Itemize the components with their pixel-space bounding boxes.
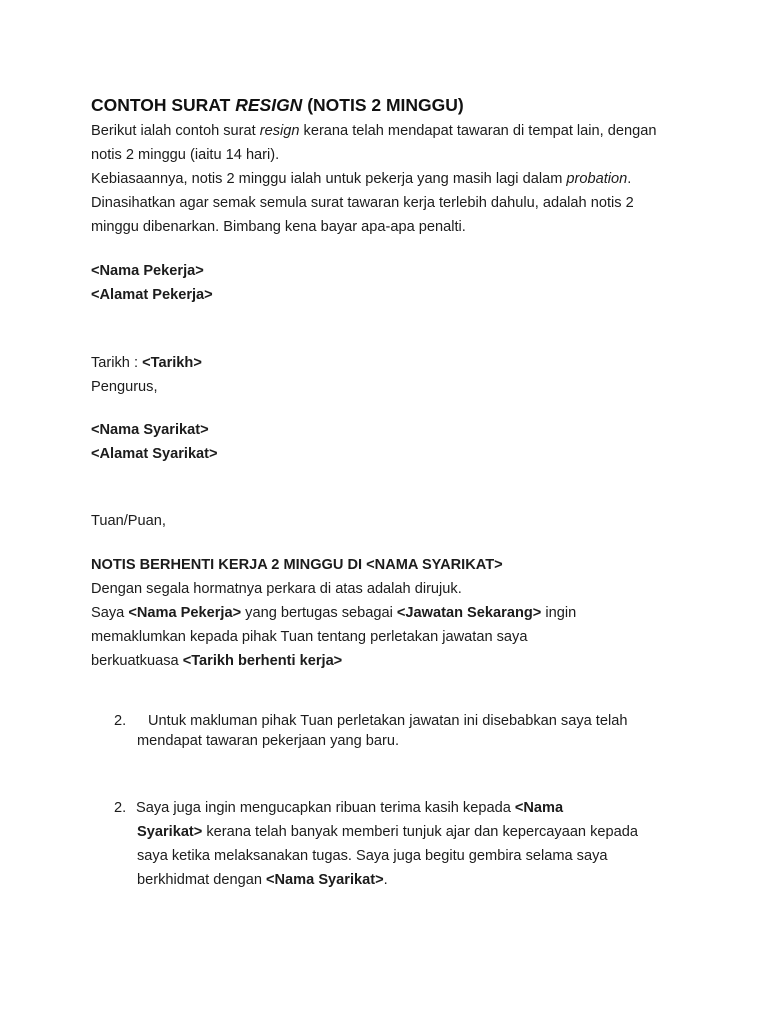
list-item-2-line-1: Saya juga ingin mengucapkan ribuan terima kasih kepada <Nama (136, 800, 564, 816)
list-item-1-line-2: mendapat tawaran pekerjaan yang baru. (137, 733, 400, 749)
company-placeholder: <Nama Syarikat> (266, 872, 384, 888)
employee-name-placeholder: <Nama Pekerja> (128, 605, 242, 621)
body-line-4: berkuatkuasa <Tarikh berhenti kerja> (91, 653, 343, 669)
page-title: CONTOH SURAT RESIGN (NOTIS 2 MINGGU) (91, 95, 464, 115)
date-line: Tarikh : <Tarikh> (91, 355, 202, 371)
intro-line-4: Dinasihatkan agar semak semula surat tawaran kerja terlebih dahulu, adalah notis 2 (91, 195, 634, 211)
intro-line-1: Berikut ialah contoh surat resign kerana telah mendapat tawaran di tempat lain, dengan (91, 123, 657, 139)
body-line-1: Dengan segala hormatnya perkara di atas adalah dirujuk. (91, 581, 462, 597)
intro-line-3: Kebiasaannya, notis 2 minggu ialah untuk pekerja yang masih lagi dalam probation. (91, 171, 632, 187)
list-item-2-number: 2. (114, 800, 127, 816)
resign-date-placeholder: <Tarikh berhenti kerja> (182, 653, 343, 669)
recipient-title: Pengurus, (91, 379, 158, 395)
sender-address: <Alamat Pekerja> (91, 287, 213, 303)
position-placeholder: <Jawatan Sekarang> (396, 605, 542, 621)
sender-name: <Nama Pekerja> (91, 263, 204, 279)
list-item-2-line-3: saya ketika melaksanakan tugas. Saya juga begitu gembira selama saya (137, 848, 608, 864)
list-item-1-line-1: Untuk makluman pihak Tuan perletakan jawatan ini disebabkan saya telah (148, 713, 628, 729)
date-value: <Tarikh> (142, 355, 202, 371)
body-line-3: memaklumkan kepada pihak Tuan tentang perletakan jawatan saya (91, 629, 528, 645)
letter-subject: NOTIS BERHENTI KERJA 2 MINGGU DI <NAMA SYARIKAT> (91, 557, 503, 573)
list-item-2-line-2: Syarikat> kerana telah banyak memberi tunjuk ajar dan kepercayaan kepada (137, 824, 638, 840)
company-placeholder-part-1: <Nama (514, 800, 564, 816)
intro-line-2: notis 2 minggu (iaitu 14 hari). (91, 147, 280, 163)
recipient-company: <Nama Syarikat> (91, 422, 209, 438)
greeting: Tuan/Puan, (91, 513, 166, 529)
intro-line-5: minggu dibenarkan. Bimbang kena bayar apa-apa penalti. (91, 219, 466, 235)
list-item-2-line-4: berkhidmat dengan <Nama Syarikat>. (137, 872, 388, 888)
recipient-address: <Alamat Syarikat> (91, 446, 218, 462)
list-item-1-number: 2. (114, 713, 127, 729)
body-line-2: Saya <Nama Pekerja> yang bertugas sebagai <Jawatan Sekarang> ingin (91, 605, 577, 621)
company-placeholder-part-2: Syarikat> (137, 824, 203, 840)
intro-italic-probation: probation (566, 171, 628, 187)
intro-italic-resign: resign (259, 123, 300, 139)
title-italic-word: RESIGN (235, 95, 303, 115)
